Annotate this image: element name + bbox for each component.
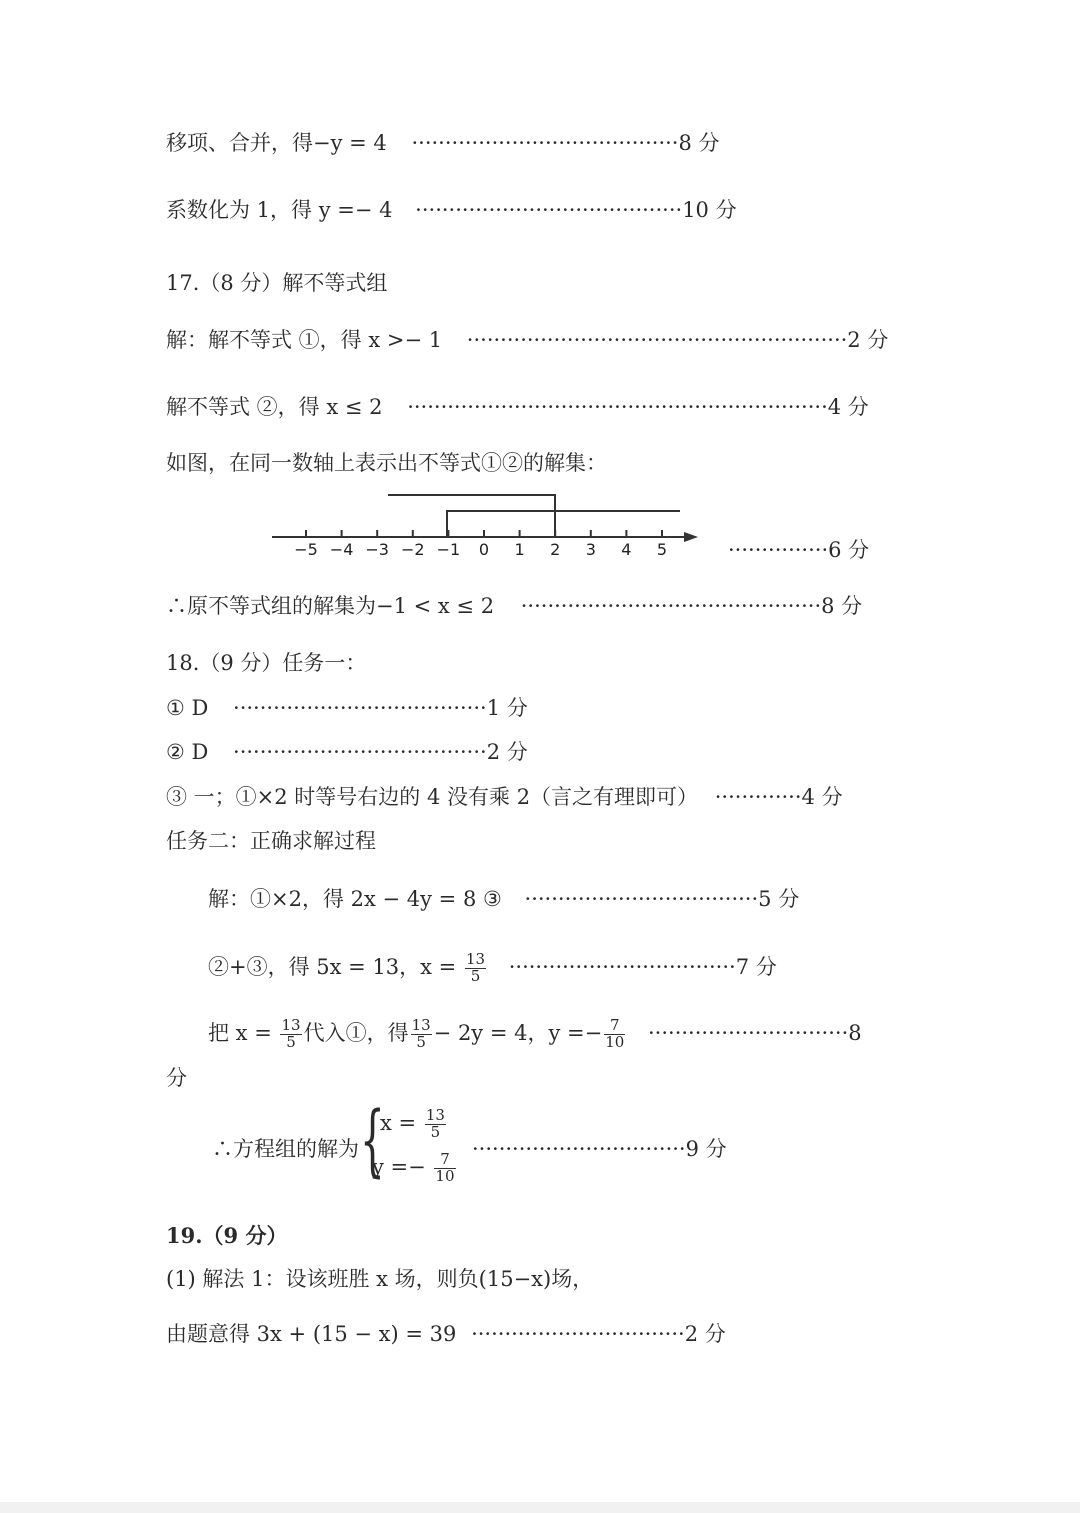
leader-dots: ···································	[524, 887, 759, 911]
step-text: ②+③，得 5x = 13，x =	[208, 954, 457, 979]
step-coefficient	[166, 200, 737, 221]
score-label: 7 分	[735, 954, 777, 979]
step-text: 解：解不等式 ①，得 x >− 1	[166, 328, 443, 352]
leader-dots: ········································	[415, 198, 683, 222]
solution-bracket-lower	[447, 511, 680, 537]
q18-answer-1	[166, 698, 528, 719]
q18-answer-2	[166, 742, 528, 763]
score-label: 5 分	[758, 887, 800, 911]
axis-tick-label: 2	[550, 540, 561, 559]
step-move-terms	[166, 133, 720, 154]
q19-title: 19.（9 分）	[166, 1223, 288, 1248]
step-text: 解：①×2，得 2x − 4y = 8 ③	[208, 887, 502, 911]
score-label: 4 分	[801, 785, 843, 809]
q18-solve-step-3	[208, 1018, 862, 1051]
q17-conclusion	[166, 596, 862, 617]
axis-tick-label: −1	[436, 540, 461, 559]
fraction-numerator: 13	[411, 1016, 431, 1034]
q18-solve-step-2	[208, 952, 777, 985]
step-text: 由题意得 3x + (15 − x) = 39	[166, 1322, 457, 1346]
q19-equation	[166, 1324, 726, 1345]
fraction-denominator: 5	[416, 1032, 426, 1051]
leader-dots: ·······························································	[407, 395, 828, 419]
axis-tick-label: 4	[621, 540, 632, 559]
leader-dots: ································	[471, 1322, 685, 1346]
fraction-numerator: 7	[604, 1018, 625, 1035]
step-text: ③ 一；①×2 时等号右边的 4 没有乘 2（言之有理即可）	[166, 785, 699, 809]
fraction	[425, 1108, 446, 1141]
system-eq-y	[372, 1152, 458, 1185]
fraction-numerator: 13	[425, 1106, 445, 1124]
step-text: 移项、合并，得−y = 4	[166, 131, 387, 155]
leader-dots: ·············································	[520, 594, 822, 618]
step-text: − 2y = 4，y =−	[433, 1020, 603, 1045]
leader-dots: ·············	[714, 785, 802, 809]
q18-title: 18.（9 分）任务一：	[166, 651, 367, 675]
fraction	[411, 1018, 432, 1051]
step-text: y =−	[372, 1154, 426, 1179]
fraction-numerator: 13	[281, 1016, 301, 1034]
step-text: 代入①，得	[303, 1020, 409, 1045]
step-text: 解不等式 ②，得 x ≤ 2	[166, 395, 383, 419]
leader-dots: ········································	[411, 131, 679, 155]
leader-dots: ······································	[233, 696, 487, 720]
step-text: 把 x =	[208, 1020, 272, 1045]
step-text: ∴原不等式组的解集为−1 < x ≤ 2	[166, 594, 495, 618]
score-label: 9 分	[685, 1137, 727, 1161]
score-label: 8 分	[821, 594, 863, 618]
fraction-denominator: 10	[435, 1166, 455, 1185]
axis-tick-label: −5	[294, 540, 318, 559]
fraction-denominator: 5	[286, 1032, 296, 1051]
q19-setup: (1) 解法 1：设该班胜 x 场，则负(15−x)场，	[166, 1267, 594, 1291]
fraction	[604, 1018, 625, 1051]
q18-task-2-title: 任务二：正确求解过程	[166, 829, 376, 853]
axis-tick-label: −4	[329, 540, 354, 559]
score-label: 1 分	[486, 696, 528, 720]
q17-step-1	[166, 330, 888, 351]
score-label: 8	[848, 1020, 862, 1045]
score-label: 4 分	[827, 395, 869, 419]
fraction-denominator: 5	[430, 1122, 441, 1141]
left-brace: {	[360, 1096, 385, 1186]
fraction	[465, 952, 486, 985]
leader-dots: ···············	[728, 538, 829, 562]
fraction	[434, 1152, 455, 1185]
axis-tick-label: 3	[585, 540, 596, 559]
score-label-wrap: 分	[166, 1066, 187, 1090]
axis-tick-label: −3	[365, 540, 389, 559]
q17-title: 17.（8 分）解不等式组	[166, 271, 388, 295]
q17-step-2	[166, 397, 869, 418]
fraction-numerator: 13	[465, 950, 486, 968]
q17-numberline-score	[728, 540, 869, 561]
axis-tick-label: 1	[514, 540, 525, 559]
score-label: 6 分	[828, 538, 870, 562]
q18-answer-3	[166, 787, 843, 808]
score-label: 10 分	[682, 198, 737, 222]
q17-step-3: 如图，在同一数轴上表示出不等式①②的解集：	[166, 451, 607, 475]
fraction-numerator: 7	[434, 1152, 455, 1169]
fraction	[280, 1018, 301, 1051]
q18-solve-step-1	[208, 889, 799, 910]
fraction-denominator: 5	[470, 966, 481, 985]
axis-arrow-icon	[684, 532, 698, 542]
axis-tick-label: 0	[478, 540, 490, 559]
leader-dots: ·························································	[466, 328, 848, 352]
q18-system-score	[472, 1139, 727, 1160]
score-label: 2 分	[486, 740, 528, 764]
step-text: ② D	[166, 740, 209, 764]
score-label: 2 分	[684, 1322, 726, 1346]
number-line-figure	[260, 485, 720, 565]
leader-dots: ······································	[233, 740, 487, 764]
score-label: 8 分	[678, 131, 720, 155]
leader-dots: ······························	[648, 1020, 849, 1045]
system-eq-x	[380, 1108, 448, 1141]
fraction-denominator: 10	[605, 1032, 625, 1051]
step-text: 系数化为 1，得 y =− 4	[166, 198, 393, 222]
leader-dots: ··································	[508, 954, 736, 979]
axis-tick-label: −2	[401, 540, 425, 559]
axis-tick-label: 5	[656, 540, 668, 559]
score-label: 2 分	[847, 328, 889, 352]
q18-system-solution-prefix: ∴方程组的解为	[212, 1137, 359, 1161]
step-text: ① D	[166, 696, 209, 720]
leader-dots: ································	[472, 1137, 686, 1161]
step-text: x =	[380, 1110, 417, 1135]
